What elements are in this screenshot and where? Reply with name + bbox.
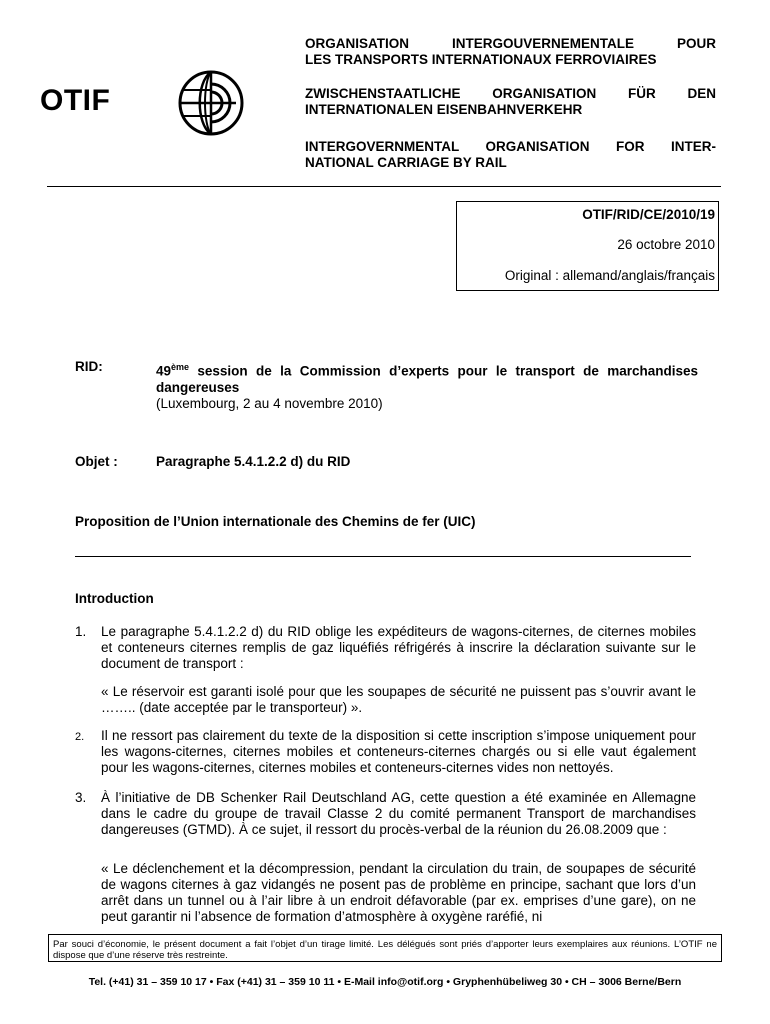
paragraph-2-text: Il ne ressort pas clairement du texte de la disposition si cette inscription s’impose uniquement pour les wagons-citernes, citernes mobiles et conteneurs-citernes chargés ou si elle vaut également pour les wagons-citernes, citernes mobiles et conteneurs-citernes vides non nettoyés. xyxy=(101,728,696,775)
session-title: session de la Commission d’experts pour le transport de marchandises dangereuses xyxy=(156,363,698,395)
paragraph-3-quote: « Le déclenchement et la décompression, pendant la circulation du train, de soupapes de sécurité de wagons citernes à gaz vidangés ne posent pas de problème en principe, sachant que lors d’un arrêt dans un tunnel ou à l’air libre à un endroit défavorable (par ex. emprises d’une gare), on ne peut garantir ni l’absence de formation d’atmosphère à oxygène raréfié, ni xyxy=(101,861,696,924)
org-name-english: INTERGOVERNMENTAL ORGANISATION FOR INTER- NATIONAL CARRIAGE BY RAIL xyxy=(305,139,716,170)
contact-line: Tel. (+41) 31 – 359 10 17 • Fax (+41) 31 – 359 10 11 • E-Mail info@otif.org • Gryphenhübeliweg 30 • CH – 3006 Berne/Bern xyxy=(88,976,682,988)
org-name-german: ZWISCHENSTAATLICHE ORGANISATION FÜR DEN INTERNATIONALEN EISENBAHNVERKEHR xyxy=(305,86,716,117)
session-description xyxy=(156,359,698,412)
paragraph-1-text: Le paragraphe 5.4.1.2.2 d) du RID oblige les expéditeurs de wagons-citernes, de citernes mobiles et conteneurs citernes remplis de gaz liquéfiés réfrigérés à inscrire la déclaration suivante sur le document de transport : xyxy=(101,624,696,671)
session-superscript: ème xyxy=(171,362,190,372)
section-divider xyxy=(75,556,691,557)
otif-logo-text: OTIF xyxy=(40,84,111,117)
document-code: OTIF/RID/CE/2010/19 xyxy=(582,207,715,222)
paragraph-1-quote: « Le réservoir est garanti isolé pour que les soupapes de sécurité ne puissent pas s’ouvrir avant le …….. (date acceptée par le transporteur) ». xyxy=(101,684,696,715)
introduction-heading: Introduction xyxy=(75,591,154,606)
rid-label: RID: xyxy=(75,359,103,374)
session-place: (Luxembourg, 2 au 4 novembre 2010) xyxy=(156,395,383,411)
original-languages: Original : allemand/anglais/français xyxy=(504,268,715,283)
paragraph-3-number: 3. xyxy=(75,790,87,805)
paragraph-2-number: 2. xyxy=(75,731,85,743)
proposal-title: Proposition de l’Union internationale des Chemins de fer (UIC) xyxy=(75,514,476,529)
paragraph-1-number: 1. xyxy=(75,624,87,639)
paragraph-3-text: À l’initiative de DB Schenker Rail Deutschland AG, cette question a été examinée en Allemagne dans le cadre du groupe de travail Classe 2 du comité permanent Transport de marchandises dangereuses (GTMD). À ce sujet, il ressort du procès-verbal de la réunion du 26.08.2009 que : xyxy=(101,790,696,837)
otif-globe-emblem-icon xyxy=(176,68,246,138)
subject-value: Paragraphe 5.4.1.2.2 d) du RID xyxy=(156,454,351,469)
subject-label: Objet : xyxy=(75,454,118,469)
reference-box xyxy=(456,201,719,291)
header-divider xyxy=(47,186,721,187)
session-number: 49 xyxy=(156,363,172,379)
print-notice: Par souci d’économie, le présent document a fait l’objet d’un tirage limité. Les délégués sont priés d’apporter leurs exemplaires aux réunions. L’OTIF ne dispose que d’une réserve très restreinte. xyxy=(48,934,722,962)
org-name-french: ORGANISATION INTERGOUVERNEMENTALE POUR LES TRANSPORTS INTERNATIONAUX FERROVIAIRES xyxy=(305,36,716,67)
document-date: 26 octobre 2010 xyxy=(617,237,715,252)
